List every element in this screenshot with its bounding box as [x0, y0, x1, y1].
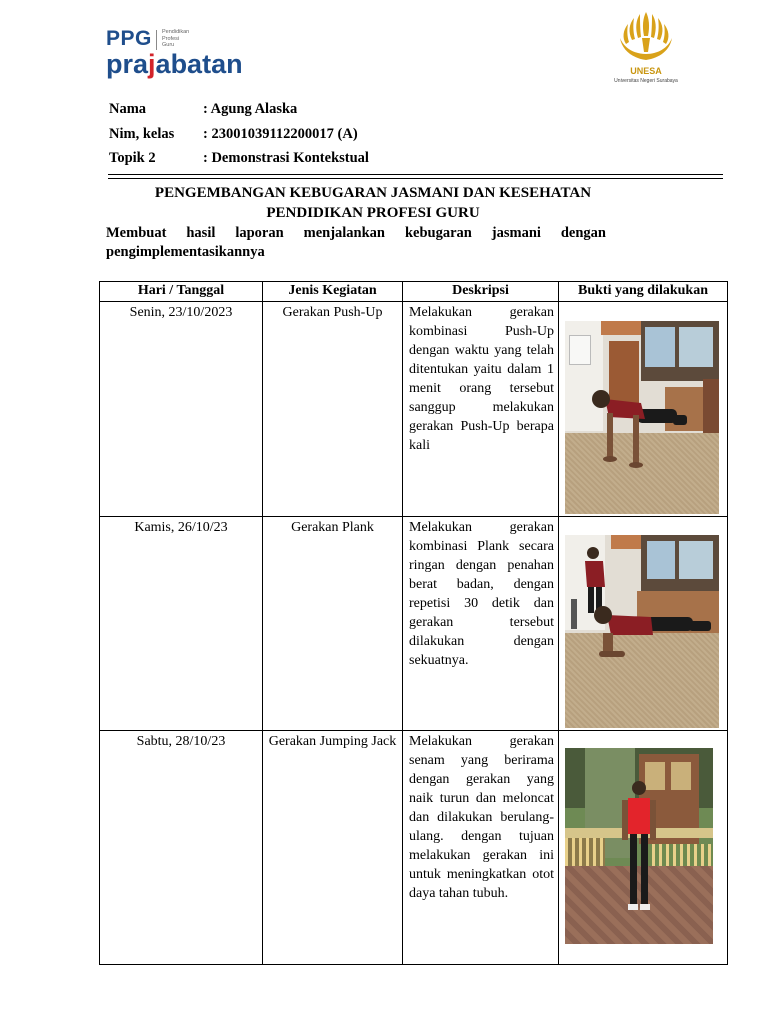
pushup-photo [565, 321, 719, 514]
table-row [100, 302, 728, 517]
cell-description: Melakukan gerakan kombinasi Plank secara ringan dengan penahan berat badan, dengan repetisi 30 detik dan gerakan tersebut dilakukan dengan sekuatnya. [403, 517, 559, 731]
document-title-line-1: PENGEMBANGAN KEBUGARAN JASMANI DAN KESEHATAN [154, 185, 592, 201]
table-header-row [100, 282, 728, 302]
document-title-line-2: PENDIDIKAN PROFESI GURU [266, 205, 480, 221]
intro-paragraph: Membuat hasil laporan menjalankan kebugaran jasmani dengan pengimplementasikannya [106, 225, 606, 260]
cell-activity: Gerakan Plank [263, 517, 403, 731]
header-evidence: Bukti yang dilakukan [559, 282, 728, 302]
person-pushup-icon [585, 379, 695, 479]
cell-activity: Gerakan Jumping Jack [263, 731, 403, 965]
table-row [100, 517, 728, 731]
identity-block [109, 100, 369, 174]
cell-evidence [559, 731, 728, 965]
ppg-logo-small-text: Pendidikan Profesi Guru [162, 29, 190, 48]
unesa-logo [606, 8, 686, 88]
identity-value: : Agung Alaska [203, 101, 298, 117]
person-plank-icon [593, 601, 719, 671]
cell-evidence [559, 302, 728, 517]
identity-label: Nim, kelas [109, 125, 175, 142]
identity-value: : Demonstrasi Kontekstual [203, 150, 369, 166]
identity-row-name [109, 100, 369, 125]
cell-description: Melakukan gerakan senam yang berirama dengan gerakan yang naik turun dan meloncat dan dilakukan berulang-ulang. dengan tujuan melakukan gerakan ini untuk meningkatkan otot daya tahan tubuh. [403, 731, 559, 965]
table-row [100, 731, 728, 965]
plank-photo [565, 535, 719, 728]
identity-value: : 23001039112200017 (A) [203, 125, 358, 142]
cell-date: Senin, 23/10/2023 [100, 302, 263, 517]
header-date: Hari / Tanggal [100, 282, 263, 302]
jumping-jack-photo [565, 748, 713, 944]
cell-evidence [559, 517, 728, 731]
unesa-name: UNESA [630, 66, 662, 76]
header-activity: Jenis Kegiatan [263, 282, 403, 302]
unesa-subtitle: Universitas Negeri Surabaya [614, 78, 678, 84]
ppg-logo-wordmark: prajabatan [106, 49, 243, 79]
cell-activity: Gerakan Push-Up [263, 302, 403, 517]
person-jumping-jack-icon [619, 778, 659, 918]
cell-description: Melakukan gerakan kombinasi Push-Up dengan waktu yang telah ditentukan yaitu dalam 1 menit orang tersebut sanggup melakukan gerakan Push-Up berapa kali [403, 302, 559, 517]
ppg-prajabatan-logo [106, 27, 256, 87]
identity-row-topic [109, 149, 369, 174]
cell-date: Sabtu, 28/10/23 [100, 731, 263, 965]
unesa-emblem-icon [606, 8, 686, 68]
ppg-logo-separator [156, 30, 157, 50]
identity-label: Topik 2 [109, 150, 156, 166]
identity-label: Nama [109, 101, 147, 117]
identity-row-nim [109, 125, 369, 150]
ppg-logo-top: PPG [106, 27, 152, 50]
activity-table [99, 281, 728, 965]
cell-date: Kamis, 26/10/23 [100, 517, 263, 731]
header-divider [108, 174, 723, 179]
header-description: Deskripsi [403, 282, 559, 302]
